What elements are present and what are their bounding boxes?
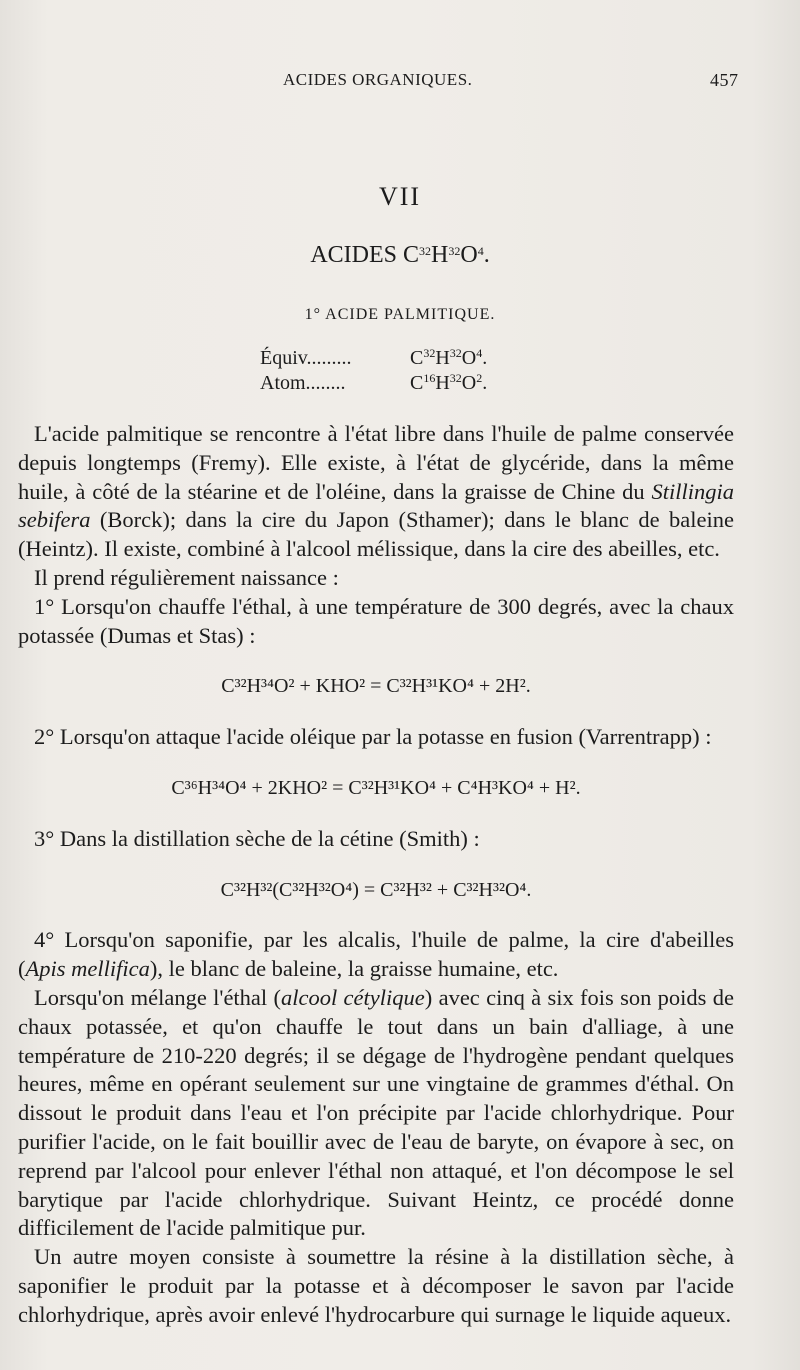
equiv-label: Équiv......... <box>260 347 352 369</box>
paragraph-method-3: 3° Dans la distillation sèche de la cétine (Smith) : <box>34 825 480 851</box>
formula-3: C³²H³²(C³²H³²O⁴) = C³²H³² + C³²H³²O⁴. <box>220 878 532 901</box>
paragraph-ethal-method: Lorsqu'on mélange l'éthal (alcool cétylique) avec cinq à six fois son poids de chaux potassée, et qu'on chauffe le tout dans un bain d'alliage, à une température de 210-220 degrés; il se dégage de l'hydrogène pendant quelques heures, même en opérant seulement sur une vingtaine de grammes d'éthal. On dissout le produit dans l'eau et l'on précipite par l'acide chlorhydrique. Pour purifier l'acide, on le fait bouillir avec de l'eau de baryte, on évapore à sec, on reprend par l'alcool pour enlever l'éthal non attaqué, et l'on décompose le sel barytique par l'acide chlorhydrique. Suivant Heintz, ce procédé donne difficilement de l'acide palmitique pur. <box>18 984 734 1241</box>
atom-formula: $C^{16}H^{32}O^2$. <box>410 371 488 394</box>
subsection-title: 1° ACIDE PALMITIQUE. <box>304 306 496 323</box>
running-header <box>0 70 800 100</box>
paragraph-formation-intro: Il prend régulièrement naissance : <box>34 564 339 590</box>
section-title: ACIDES $C^{32}H^{32}O^4$. <box>310 242 490 268</box>
paragraph-method-4: 4° Lorsqu'on saponifie, par les alcalis, l'huile de palme, la cire d'abeilles (Apis mellifica), le blanc de baleine, la graisse humaine, etc. <box>18 927 734 982</box>
paragraph-method-2: 2° Lorsqu'on attaque l'acide oléique par la potasse en fusion (Varrentrapp) : <box>34 724 712 750</box>
atom-label: Atom........ <box>260 372 346 394</box>
running-title: ACIDES ORGANIQUES. <box>283 70 473 89</box>
body-text <box>18 420 734 1330</box>
paragraph-occurrence: L'acide palmitique se rencontre à l'état libre dans l'huile de palme conservée depuis longtemps (Fremy). Elle existe, à l'état de glycéride, dans la même huile, à côté de la stéarine et de l'oléine, dans la graisse de Chine du Stillingia sebifera (Borck); dans la cire du Japon (Sthamer); dans le blanc de baleine (Heintz). Il existe, combiné à l'alcool mélissique, dans la cire des abeilles, etc. <box>18 421 734 562</box>
paragraph-method-1: 1° Lorsqu'on chauffe l'éthal, à une température de 300 degrés, avec la chaux potassée (Dumas et Stas) : <box>18 593 734 648</box>
page-number: 457 <box>710 70 739 90</box>
equiv-formula: $C^{32}H^{32}O^4$. <box>410 346 488 369</box>
equivalent-formula <box>260 347 487 370</box>
atomic-formula <box>260 372 487 395</box>
formula-1: C³²H³⁴O² + KHO² = C³²H³¹KO⁴ + 2H². <box>221 675 531 698</box>
formula-2: C³⁶H³⁴O⁴ + 2KHO² = C³²H³¹KO⁴ + C⁴H³KO⁴ + H². <box>171 776 581 799</box>
paragraph-resin-method: Un autre moyen consiste à soumettre la résine à la distillation sèche, à saponifier le produit par la potasse et à décomposer le savon par l'acide chlorhydrique, après avoir enlevé l'hydrocarbure qui surnage le liquide aqueux. <box>18 1244 734 1327</box>
chapter-number: VII <box>378 182 422 211</box>
